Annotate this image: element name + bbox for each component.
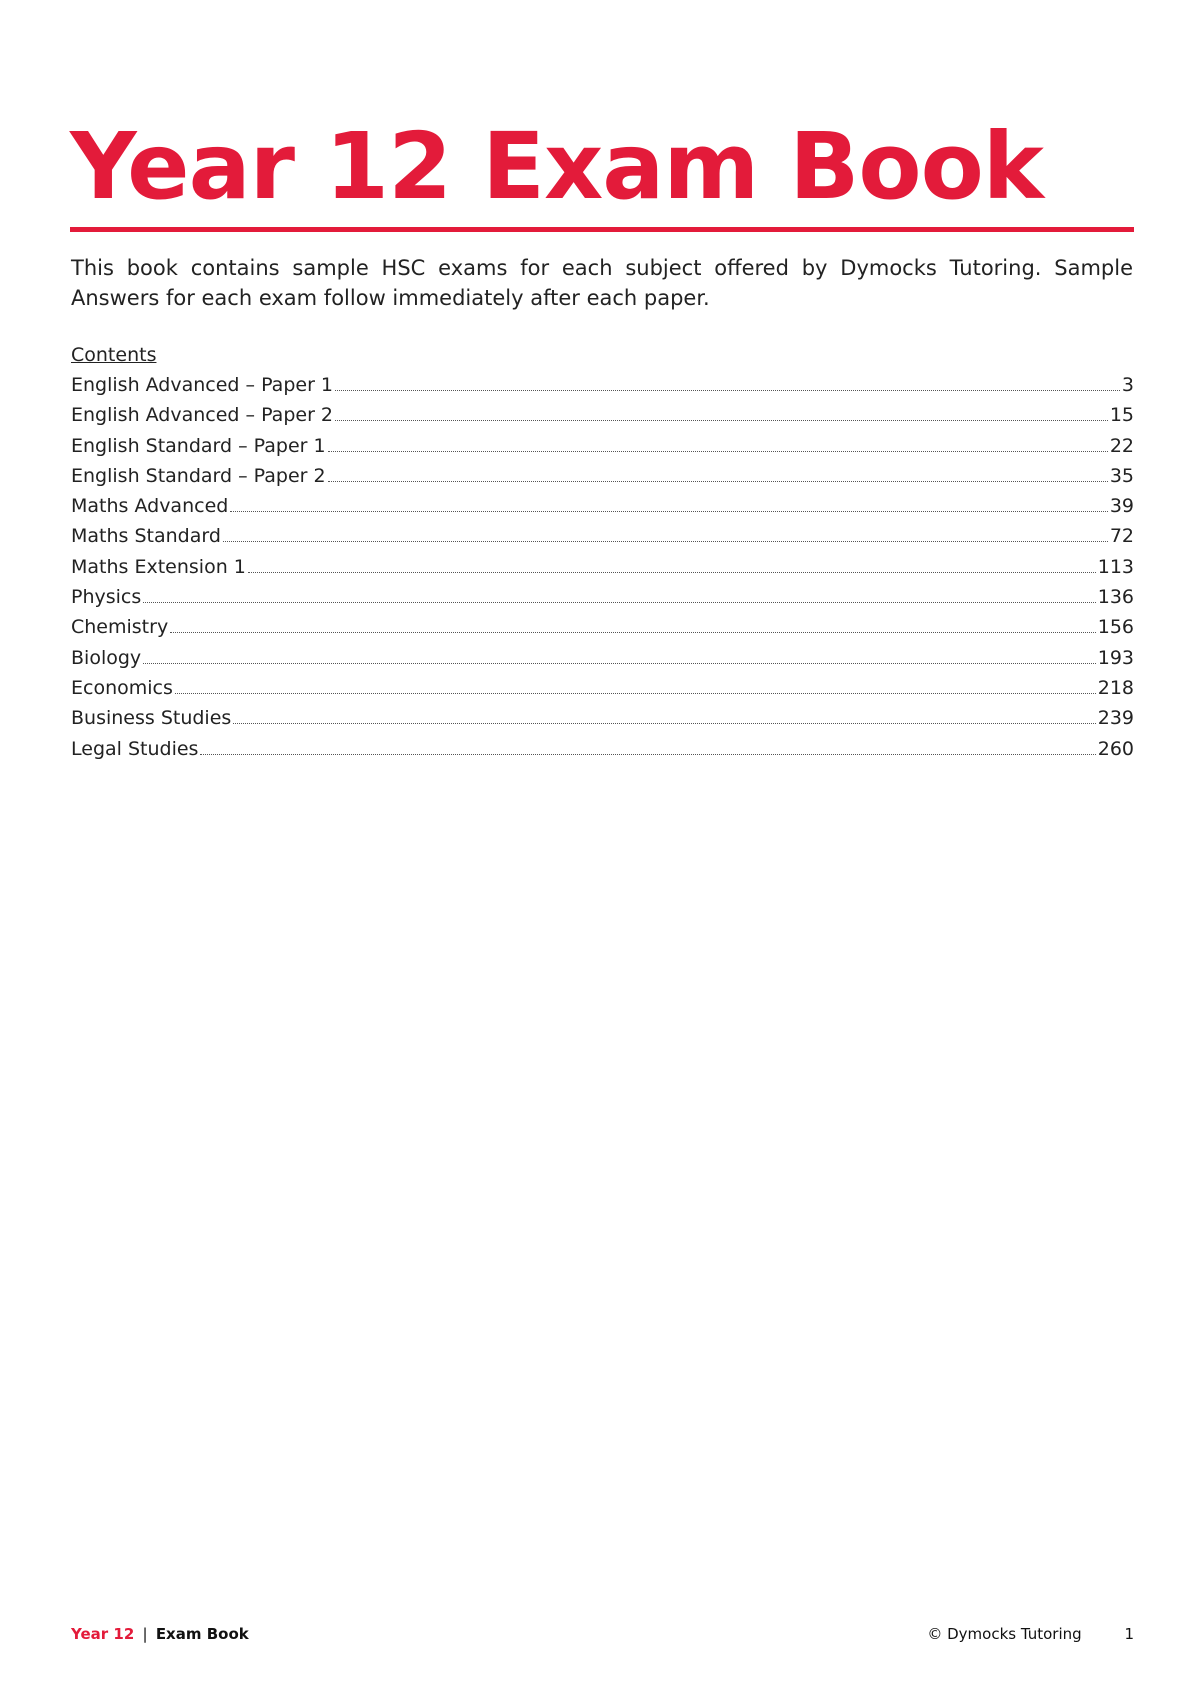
toc-entry[interactable]	[71, 492, 1134, 522]
toc-dot-leader	[233, 722, 1095, 724]
toc-dot-leader	[230, 510, 1107, 512]
toc-entry-page: 193	[1097, 646, 1134, 669]
footer-book-label	[71, 1624, 249, 1644]
toc-entry-label: English Advanced – Paper 2	[71, 404, 334, 427]
toc-entry-label: Economics	[71, 676, 173, 699]
toc-dot-leader	[328, 480, 1108, 482]
toc-entry[interactable]	[71, 432, 1134, 462]
toc-entry-label: Legal Studies	[71, 737, 199, 760]
footer-separator: |	[142, 1625, 148, 1643]
toc-entry-page: 136	[1097, 586, 1134, 609]
toc-entry[interactable]	[71, 401, 1134, 431]
toc-entry[interactable]	[71, 553, 1134, 583]
toc-dot-leader	[335, 419, 1108, 421]
toc-entry-label: English Standard – Paper 1	[71, 434, 326, 457]
toc-entry-page: 218	[1097, 676, 1134, 699]
footer-page-number: 1	[1124, 1625, 1134, 1643]
toc-entry[interactable]	[71, 462, 1134, 492]
footer-book-name: Exam Book	[155, 1625, 249, 1643]
toc-entry[interactable]	[71, 583, 1134, 613]
toc-entry-page: 239	[1097, 707, 1134, 730]
contents-heading: Contents	[71, 344, 157, 366]
toc-entry-label: English Standard – Paper 2	[71, 464, 326, 487]
title-divider	[70, 227, 1134, 232]
toc-entry[interactable]	[71, 371, 1134, 401]
toc-entry[interactable]	[71, 613, 1134, 643]
toc-entry[interactable]	[71, 735, 1134, 765]
toc-dot-leader	[143, 601, 1095, 603]
toc-entry-page: 260	[1097, 737, 1134, 760]
toc-entry-page: 39	[1109, 495, 1134, 518]
toc-entry[interactable]	[71, 704, 1134, 734]
toc-entry[interactable]	[71, 522, 1134, 552]
toc-entry-label: Biology	[71, 646, 142, 669]
toc-dot-leader	[335, 389, 1120, 391]
toc-entry-label: Maths Extension 1	[71, 555, 246, 578]
toc-entry-label: Physics	[71, 586, 142, 609]
toc-dot-leader	[200, 753, 1095, 755]
footer-year: Year 12	[71, 1625, 135, 1643]
toc-dot-leader	[175, 692, 1096, 694]
toc-entry-page: 113	[1097, 555, 1134, 578]
toc-entry-page: 22	[1109, 434, 1134, 457]
toc-dot-leader	[170, 631, 1096, 633]
toc-entry[interactable]	[71, 674, 1134, 704]
toc-entry-label: Business Studies	[71, 707, 232, 730]
intro-paragraph: This book contains sample HSC exams for each subject offered by Dymocks Tutoring. Sample Answers for each exam follow immediately after each paper.	[71, 256, 1133, 310]
toc-dot-leader	[223, 540, 1108, 542]
toc-entry[interactable]	[71, 644, 1134, 674]
toc-dot-leader	[248, 571, 1096, 573]
footer-right	[927, 1624, 1134, 1644]
toc-dot-leader	[143, 662, 1096, 664]
toc-entry-page: 72	[1109, 525, 1134, 548]
toc-entry-label: Chemistry	[71, 616, 169, 639]
page-title: Year 12 Exam Book	[70, 113, 1043, 220]
toc-entry-label: Maths Advanced	[71, 495, 229, 518]
toc-entry-page: 156	[1097, 616, 1134, 639]
toc-entry-page: 35	[1109, 464, 1134, 487]
table-of-contents	[71, 371, 1134, 765]
toc-entry-label: English Advanced – Paper 1	[71, 374, 334, 396]
footer-copyright: © Dymocks Tutoring	[927, 1625, 1082, 1643]
toc-dot-leader	[328, 450, 1108, 452]
toc-entry-label: Maths Standard	[71, 525, 221, 548]
toc-entry-page: 3	[1121, 374, 1134, 396]
toc-entry-page: 15	[1109, 404, 1134, 427]
